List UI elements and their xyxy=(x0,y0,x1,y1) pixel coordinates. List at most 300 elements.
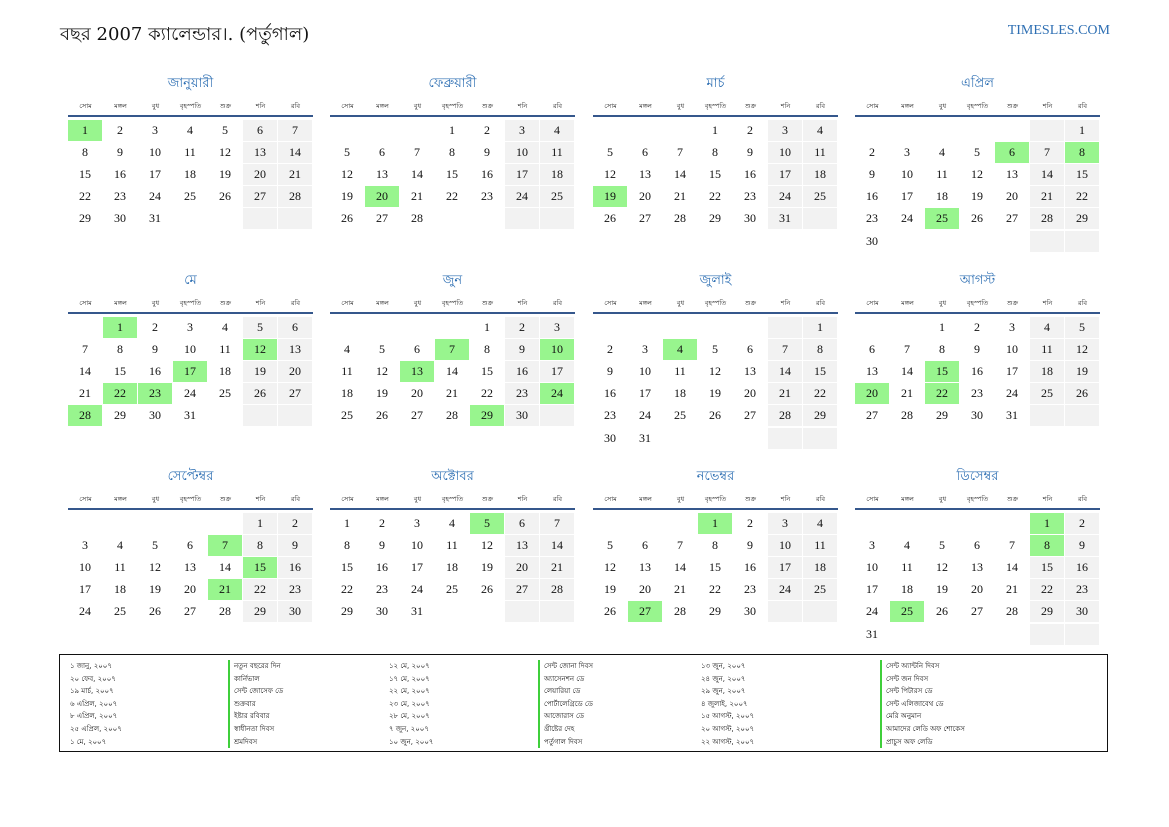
weekday-header: শুক্র xyxy=(1006,102,1019,110)
weekday-header: মঙ্গল xyxy=(639,299,652,307)
day-cell: 5 xyxy=(344,145,350,160)
weekday-header: মঙ্গল xyxy=(114,495,127,503)
legend-holiday-name: আজোরাস ডে xyxy=(544,712,584,721)
weekday-header: বৃহস্পতি xyxy=(966,102,989,110)
weekday-header: বৃহস্পতি xyxy=(179,495,202,503)
day-cell: 31 xyxy=(768,208,802,229)
month-block xyxy=(330,272,575,462)
empty-weekend-cell xyxy=(1065,231,1099,252)
day-cell: 30 xyxy=(604,430,616,445)
holiday-day-cell: 25 xyxy=(890,601,924,622)
day-cell: 6 xyxy=(747,342,753,357)
day-cell: 3 xyxy=(540,317,574,338)
day-cell: 22 xyxy=(243,579,277,600)
day-cell: 12 xyxy=(604,560,616,575)
day-cell: 2 xyxy=(1065,513,1099,534)
holiday-day-cell: 17 xyxy=(173,361,207,382)
month-block xyxy=(68,75,313,265)
day-cell: 29 xyxy=(1030,601,1064,622)
day-cell: 25 xyxy=(219,386,231,401)
header-rule xyxy=(855,508,1100,510)
day-cell: 11 xyxy=(936,167,948,182)
weekday-header: শনি xyxy=(1042,299,1053,307)
day-cell: 31 xyxy=(411,604,423,619)
day-cell: 15 xyxy=(1065,164,1099,185)
month-block xyxy=(855,272,1100,462)
legend-date: ২০ আগস্ট, ২০০৭ xyxy=(701,724,755,733)
empty-weekend-cell xyxy=(540,208,574,229)
weekday-header: বৃহস্পতি xyxy=(704,299,727,307)
day-cell: 10 xyxy=(79,560,91,575)
day-cell: 11 xyxy=(540,142,574,163)
day-cell: 11 xyxy=(219,342,231,357)
month-block xyxy=(330,75,575,265)
month-block xyxy=(68,468,313,658)
legend-holiday-name: প্রাচুস অফ লেডি xyxy=(886,737,933,746)
day-cell: 11 xyxy=(341,364,353,379)
day-cell: 16 xyxy=(505,361,539,382)
day-cell: 26 xyxy=(971,211,983,226)
empty-weekend-cell xyxy=(243,208,277,229)
month-block xyxy=(330,468,575,658)
day-cell: 4 xyxy=(904,538,910,553)
day-cell: 13 xyxy=(639,560,651,575)
day-cell: 24 xyxy=(184,386,196,401)
day-cell: 2 xyxy=(747,516,753,530)
day-cell: 19 xyxy=(936,582,948,597)
day-cell: 13 xyxy=(376,167,388,182)
day-cell: 30 xyxy=(278,601,312,622)
day-cell: 24 xyxy=(901,211,913,226)
day-cell: 9 xyxy=(379,538,385,553)
weekday-header: শনি xyxy=(780,495,791,503)
day-cell: 15 xyxy=(709,560,721,575)
month-name: জুলাই xyxy=(699,273,732,288)
header-rule xyxy=(593,508,838,510)
legend-holiday-name: ইষ্টার রবিবার xyxy=(234,712,270,721)
day-cell: 5 xyxy=(152,538,158,553)
day-cell: 30 xyxy=(971,408,983,423)
weekday-header: বুধ xyxy=(413,495,422,503)
day-cell: 8 xyxy=(344,538,350,553)
weekday-header: শুক্র xyxy=(1006,299,1019,307)
day-cell: 9 xyxy=(484,145,490,160)
day-cell: 28 xyxy=(768,405,802,426)
day-cell: 31 xyxy=(1006,408,1018,423)
day-cell: 19 xyxy=(149,582,161,597)
weekday-header: বুধ xyxy=(151,299,160,307)
day-cell: 5 xyxy=(607,538,613,553)
weekday-header: বুধ xyxy=(151,495,160,503)
day-cell: 7 xyxy=(278,120,312,141)
site-link[interactable]: TIMESLES.COM xyxy=(1007,23,1110,38)
holiday-day-cell: 23 xyxy=(138,383,172,404)
weekday-header: সোম xyxy=(79,299,92,307)
day-cell: 22 xyxy=(1030,579,1064,600)
day-cell: 15 xyxy=(481,364,493,379)
day-cell: 23 xyxy=(866,211,878,226)
empty-weekend-cell xyxy=(768,317,802,338)
month-name: জুন xyxy=(442,273,463,288)
day-cell: 27 xyxy=(744,408,756,423)
day-cell: 9 xyxy=(117,145,123,160)
day-cell: 23 xyxy=(114,189,126,204)
day-cell: 25 xyxy=(184,189,196,204)
day-cell: 6 xyxy=(187,538,193,553)
day-cell: 18 xyxy=(114,582,126,597)
day-cell: 21 xyxy=(901,386,913,401)
empty-weekend-cell xyxy=(1030,624,1064,645)
day-cell: 12 xyxy=(936,560,948,575)
day-cell: 3 xyxy=(642,342,648,357)
day-cell: 6 xyxy=(414,342,420,357)
weekday-header: বৃহস্পতি xyxy=(704,102,727,110)
day-cell: 26 xyxy=(709,408,721,423)
weekday-header: সোম xyxy=(341,102,354,110)
day-cell: 4 xyxy=(344,342,350,357)
empty-weekend-cell xyxy=(278,405,312,426)
legend-date: ২৮ মে, ২০০৭ xyxy=(389,712,430,721)
day-cell: 20 xyxy=(1006,189,1018,204)
weekday-header: বৃহস্পতি xyxy=(179,299,202,307)
legend-holiday-name: আমাদের লেডি অফ শোকেস xyxy=(886,724,965,733)
day-cell: 17 xyxy=(768,164,802,185)
day-cell: 30 xyxy=(866,233,878,248)
day-cell: 22 xyxy=(803,383,837,404)
day-cell: 3 xyxy=(768,513,802,534)
day-cell: 7 xyxy=(82,342,88,357)
holiday-day-cell: 13 xyxy=(400,361,434,382)
header-rule xyxy=(593,312,838,314)
day-cell: 20 xyxy=(184,582,196,597)
weekday-header: বুধ xyxy=(151,102,160,110)
weekday-header: শনি xyxy=(1042,495,1053,503)
day-cell: 29 xyxy=(803,405,837,426)
day-cell: 2 xyxy=(747,123,753,137)
day-cell: 9 xyxy=(1065,535,1099,556)
weekday-header: শুক্র xyxy=(744,495,757,503)
legend-holiday-name: স্বাধীনতা দিবস xyxy=(234,724,275,733)
day-cell: 25 xyxy=(446,582,458,597)
day-cell: 13 xyxy=(1006,167,1018,182)
empty-weekend-cell xyxy=(1030,405,1064,426)
day-cell: 24 xyxy=(768,579,802,600)
day-cell: 15 xyxy=(446,167,458,182)
day-cell: 15 xyxy=(341,560,353,575)
day-cell: 12 xyxy=(971,167,983,182)
legend-holiday-name: শুক্রবার xyxy=(234,699,256,708)
day-cell: 29 xyxy=(341,604,353,619)
month-name: আগস্ট xyxy=(959,273,996,288)
day-cell: 25 xyxy=(674,408,686,423)
weekday-header: শুক্র xyxy=(481,299,494,307)
day-cell: 14 xyxy=(219,560,231,575)
empty-weekend-cell xyxy=(768,428,802,449)
weekday-header: শুক্র xyxy=(219,102,232,110)
day-cell: 18 xyxy=(1030,361,1064,382)
holiday-day-cell: 7 xyxy=(208,535,242,556)
day-cell: 24 xyxy=(149,189,161,204)
day-cell: 7 xyxy=(414,145,420,160)
day-cell: 8 xyxy=(803,339,837,360)
legend-date: ১৩ জুন, ২০০৭ xyxy=(701,662,746,670)
day-cell: 12 xyxy=(709,364,721,379)
legend-holiday-name: সেন্ট জন দিবস xyxy=(886,674,929,683)
day-cell: 27 xyxy=(505,579,539,600)
day-cell: 24 xyxy=(505,186,539,207)
empty-weekend-cell xyxy=(505,208,539,229)
day-cell: 5 xyxy=(379,342,385,357)
day-cell: 24 xyxy=(639,408,651,423)
day-cell: 30 xyxy=(376,604,388,619)
day-cell: 21 xyxy=(1030,186,1064,207)
day-cell: 10 xyxy=(184,342,196,357)
day-cell: 14 xyxy=(278,142,312,163)
empty-weekend-cell xyxy=(278,208,312,229)
holiday-day-cell: 1 xyxy=(1030,513,1064,534)
day-cell: 13 xyxy=(505,535,539,556)
day-cell: 7 xyxy=(677,145,683,160)
month-name: জানুয়ারী xyxy=(167,76,214,91)
weekday-header: রবি xyxy=(815,495,826,503)
day-cell: 21 xyxy=(278,164,312,185)
weekday-header: বৃহস্পতি xyxy=(966,299,989,307)
day-cell: 7 xyxy=(1030,142,1064,163)
day-cell: 29 xyxy=(243,601,277,622)
weekday-header: বুধ xyxy=(938,495,947,503)
weekday-header: সোম xyxy=(866,299,879,307)
day-cell: 10 xyxy=(149,145,161,160)
day-cell: 27 xyxy=(278,383,312,404)
empty-weekend-cell xyxy=(803,208,837,229)
day-cell: 13 xyxy=(744,364,756,379)
day-cell: 27 xyxy=(411,408,423,423)
day-cell: 5 xyxy=(712,342,718,357)
day-cell: 18 xyxy=(803,164,837,185)
day-cell: 13 xyxy=(243,142,277,163)
day-cell: 26 xyxy=(243,383,277,404)
weekday-header: মঙ্গল xyxy=(639,495,652,503)
day-cell: 16 xyxy=(744,560,756,575)
day-cell: 15 xyxy=(709,167,721,182)
day-cell: 23 xyxy=(744,582,756,597)
day-cell: 7 xyxy=(1009,538,1015,553)
day-cell: 12 xyxy=(149,560,161,575)
weekday-header: শুক্র xyxy=(481,102,494,110)
legend-date: ২৯ জুন, ২০০৭ xyxy=(701,687,746,696)
legend-date: ১৫ আগস্ট, ২০০৭ xyxy=(701,712,755,721)
legend-date: ১৭ মে, ২০০৭ xyxy=(389,674,430,683)
day-cell: 6 xyxy=(642,538,648,553)
day-cell: 21 xyxy=(674,582,686,597)
header-rule xyxy=(330,508,575,510)
day-cell: 5 xyxy=(974,145,980,160)
month-block xyxy=(593,272,838,462)
day-cell: 21 xyxy=(411,189,423,204)
day-cell: 18 xyxy=(540,164,574,185)
legend-holiday-name: অ্যাসেনশন ডে xyxy=(544,674,585,683)
holiday-day-cell: 10 xyxy=(540,339,574,360)
day-cell: 2 xyxy=(117,123,123,137)
day-cell: 26 xyxy=(936,604,948,619)
weekday-header: শনি xyxy=(517,495,528,503)
holiday-day-cell: 19 xyxy=(593,186,627,207)
legend-name-column xyxy=(538,660,593,748)
day-cell: 10 xyxy=(505,142,539,163)
weekday-header: রবি xyxy=(552,299,563,307)
weekday-header: শনি xyxy=(255,102,266,110)
day-cell: 2 xyxy=(869,145,875,160)
day-cell: 17 xyxy=(639,386,651,401)
day-cell: 17 xyxy=(1006,364,1018,379)
holiday-day-cell: 5 xyxy=(470,513,504,534)
day-cell: 1 xyxy=(712,123,718,137)
day-cell: 18 xyxy=(901,582,913,597)
day-cell: 26 xyxy=(481,582,493,597)
day-cell: 20 xyxy=(971,582,983,597)
empty-weekend-cell xyxy=(768,601,802,622)
day-cell: 17 xyxy=(540,361,574,382)
day-cell: 4 xyxy=(939,145,945,160)
day-cell: 10 xyxy=(768,142,802,163)
day-cell: 8 xyxy=(712,538,718,553)
day-cell: 14 xyxy=(901,364,913,379)
holiday-day-cell: 8 xyxy=(1030,535,1064,556)
day-cell: 11 xyxy=(1030,339,1064,360)
day-cell: 28 xyxy=(219,604,231,619)
weekday-header: মঙ্গল xyxy=(901,102,914,110)
day-cell: 3 xyxy=(152,123,158,137)
day-cell: 19 xyxy=(1065,361,1099,382)
day-cell: 5 xyxy=(1065,317,1099,338)
legend-date: ২০ ফেব, ২০০৭ xyxy=(70,674,116,683)
day-cell: 12 xyxy=(1065,339,1099,360)
day-cell: 6 xyxy=(642,145,648,160)
holiday-day-cell: 4 xyxy=(663,339,697,360)
day-cell: 18 xyxy=(674,386,686,401)
month-block xyxy=(855,75,1100,265)
holiday-day-cell: 22 xyxy=(925,383,959,404)
day-cell: 5 xyxy=(607,145,613,160)
day-cell: 20 xyxy=(411,386,423,401)
legend-date: ২৪ জুন, ২০০৭ xyxy=(701,674,746,683)
day-cell: 31 xyxy=(866,626,878,641)
day-cell: 19 xyxy=(341,189,353,204)
day-cell: 12 xyxy=(376,364,388,379)
day-cell: 5 xyxy=(222,123,228,137)
day-cell: 30 xyxy=(1065,601,1099,622)
weekday-header: মঙ্গল xyxy=(901,299,914,307)
legend-holiday-name: সেন্ট জোনা দিবস xyxy=(544,662,593,670)
day-cell: 21 xyxy=(1006,582,1018,597)
day-cell: 12 xyxy=(604,167,616,182)
weekday-header: বৃহস্পতি xyxy=(441,495,464,503)
day-cell: 14 xyxy=(446,364,458,379)
holiday-day-cell: 7 xyxy=(435,339,469,360)
day-cell: 14 xyxy=(1030,164,1064,185)
day-cell: 18 xyxy=(936,189,948,204)
holiday-day-cell: 20 xyxy=(855,383,889,404)
day-cell: 2 xyxy=(152,320,158,334)
day-cell: 1 xyxy=(484,320,490,334)
day-cell: 27 xyxy=(971,604,983,619)
day-cell: 29 xyxy=(709,604,721,619)
day-cell: 12 xyxy=(219,145,231,160)
weekday-header: মঙ্গল xyxy=(114,102,127,110)
day-cell: 23 xyxy=(376,582,388,597)
day-cell: 24 xyxy=(411,582,423,597)
day-cell: 16 xyxy=(376,560,388,575)
weekday-header: বুধ xyxy=(938,299,947,307)
day-cell: 14 xyxy=(411,167,423,182)
weekday-header: রবি xyxy=(1077,495,1088,503)
month-name: এপ্রিল xyxy=(961,76,994,91)
day-cell: 26 xyxy=(604,604,616,619)
day-cell: 7 xyxy=(540,513,574,534)
day-cell: 9 xyxy=(607,364,613,379)
weekday-header: শুক্র xyxy=(744,102,757,110)
day-cell: 16 xyxy=(866,189,878,204)
header-rule xyxy=(68,312,313,314)
day-cell: 8 xyxy=(939,342,945,357)
page-title: বছর 2007 ক্যালেন্ডার।. (পর্তুগাল) xyxy=(60,24,310,45)
header-rule xyxy=(330,312,575,314)
legend-date: ৮ এপ্রিল, ২০০৭ xyxy=(70,712,118,721)
day-cell: 1 xyxy=(803,317,837,338)
day-cell: 3 xyxy=(187,320,193,334)
day-cell: 16 xyxy=(1065,557,1099,578)
day-cell: 29 xyxy=(936,408,948,423)
legend-holiday-name: লেয়ারিয়া ডে xyxy=(544,687,581,696)
empty-weekend-cell xyxy=(803,428,837,449)
day-cell: 28 xyxy=(674,604,686,619)
weekday-header: রবি xyxy=(552,102,563,110)
day-cell: 21 xyxy=(540,557,574,578)
day-cell: 30 xyxy=(114,211,126,226)
day-cell: 20 xyxy=(744,386,756,401)
header-rule xyxy=(593,115,838,117)
holiday-day-cell: 20 xyxy=(365,186,399,207)
day-cell: 9 xyxy=(152,342,158,357)
legend-date: ৭ জুন, ২০০৭ xyxy=(389,724,429,733)
day-cell: 25 xyxy=(803,186,837,207)
weekday-header: বুধ xyxy=(413,102,422,110)
weekday-header: সোম xyxy=(341,299,354,307)
holiday-day-cell: 29 xyxy=(470,405,504,426)
weekday-header: সোম xyxy=(866,102,879,110)
day-cell: 15 xyxy=(1030,557,1064,578)
day-cell: 14 xyxy=(768,361,802,382)
weekday-header: শুক্র xyxy=(481,495,494,503)
day-cell: 10 xyxy=(411,538,423,553)
holiday-day-cell: 1 xyxy=(68,120,102,141)
legend-holiday-name: নতুন বছরের দিন xyxy=(234,662,281,670)
weekday-header: মঙ্গল xyxy=(114,299,127,307)
weekday-header: বৃহস্পতি xyxy=(704,495,727,503)
holiday-day-cell: 21 xyxy=(208,579,242,600)
legend-holiday-name: পর্তুগাল দিবস xyxy=(544,737,583,746)
weekday-header: রবি xyxy=(290,495,301,503)
legend-holiday-name: সেন্ট এলিজাবেথ ডে xyxy=(886,699,944,708)
day-cell: 3 xyxy=(1009,320,1015,334)
day-cell: 5 xyxy=(243,317,277,338)
day-cell: 11 xyxy=(446,538,458,553)
holiday-day-cell: 28 xyxy=(68,405,102,426)
day-cell: 8 xyxy=(484,342,490,357)
day-cell: 9 xyxy=(747,145,753,160)
day-cell: 9 xyxy=(869,167,875,182)
day-cell: 23 xyxy=(1065,579,1099,600)
